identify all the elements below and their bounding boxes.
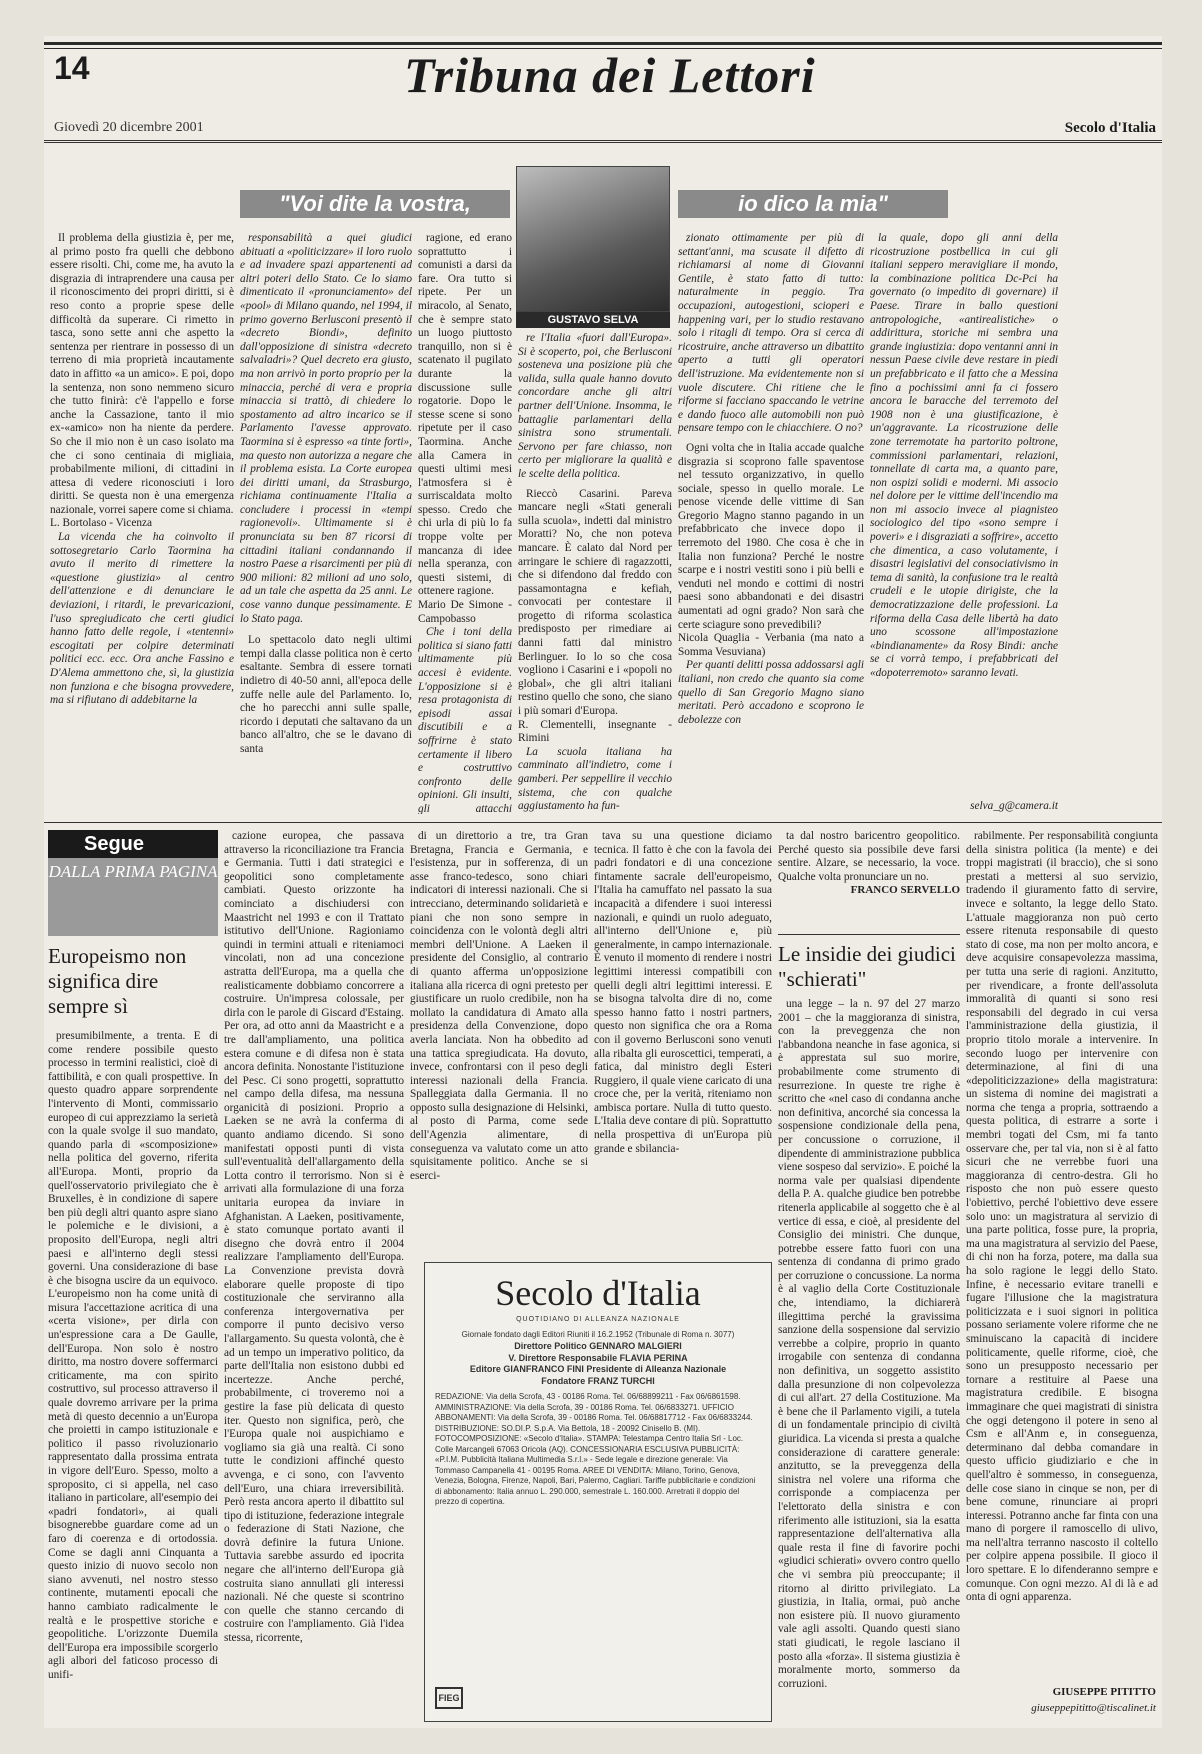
colophon-line: Giornale fondato dagli Editori Riuniti il 16.2.1952 (Tribunale di Roma n. 3077): [461, 1329, 735, 1339]
reply-paragraph: Per quanti delitti possa addossarsi agli italiani, non credo che quanto sia come quello di San Gregorio Magno siano meritati. Però accadono e scoprono le debolezze con: [678, 659, 864, 726]
feature-column-3: [418, 232, 512, 814]
feature-column-5: [678, 232, 864, 814]
section-title: Tribuna dei Lettori: [404, 47, 816, 103]
author-email-2: giuseppepititto@tiscalinet.it: [1031, 1702, 1156, 1714]
letter-paragraph: ragione, ed erano soprattutto i comunisti a darsi da fare. Ora tutto si ripete. Per un miracolo, al Senato, che è sempre stato un luogo piuttosto tranquillo, non si è scatenato il pugilato durante la discussione sulle rogatorie. Dopo le stesse scene si sono ripetute per il caso Taormina. Anche alla Camera in questi ultimi mesi l'atmosfera si è surriscaldata molto spesso. Credo che chi urla di più lo fa troppe volte per mancanza di idee nella speranza, con questi sistemi, di ottenere ragione.: [418, 232, 512, 598]
reply-paragraph: re l'Italia «fuori dall'Europa». Si è scoperto, poi, che Berlusconi sosteneva una posizione più che valida, sulla quale hanno dovuto concordare anche gli altri partner dell'Unione. Insomma, le battaglie parlamentari della sinistra sono strumentali. Servono per fare chiasso, non certo per migliorare la qualità e le scelte della politica.: [518, 332, 672, 480]
feature-headline-right: io dico la mia": [678, 190, 948, 218]
fieg-logo: FIEG: [435, 1687, 463, 1709]
article-column-5: [778, 998, 960, 1724]
reply-paragraph: La scuola italiana ha camminato all'indietro, come i gamberi. Per seppellire il vecchio sistema, che con qualche aggiustamento ha fun-: [518, 745, 672, 813]
article-signature: FRANCO SERVELLO: [850, 884, 960, 897]
feature-column-4: [518, 332, 672, 814]
segue-label: Segue: [48, 830, 218, 858]
colophon-subtitle: QUOTIDIANO DI ALLEANZA NAZIONALE: [516, 1316, 680, 1323]
reply-paragraph: la quale, dopo gli anni della ricostruzione postbellica in cui gli italiani seppero meravigliare il mondo, la combinazione politica Dc-Pci ha governato (o impedito di governare) il Paese. Tirare in ballo questioni antropologiche, «antirealistiche» o addirittura, storiche mi sembra una grande ingiustizia: dopo ventanni anni in nessun Paese civile deve restare in piedi un prefabbricato e il fatto che a Messina fino a pochissimi anni fa ci fossero ancora le baracche del terremoto del 1908 non è una giustificazione, è un'aggravante. La ricostruzione delle zone terremotate ha partorito poltrone, commissioni parlamentari, relazioni, tonnellate di carta ma, a quanto pare, non ospizi solidi e moderni. Mi associo nel dolore per le vittime dell'incendio ma non mi associo invece al piagnisteo sociologico del tipo «sono sempre i poveri» e i disgraziati a soffrire», accetto che dimentica, a caso volutamente, i disastri legislativi del consociativismo in tema di sanità, la confusione tra le realtà crudeli e le utopie dirigiste, che la democratizzazione delle professioni. La riforma della Casa delle libertà ha dato uno scossone all'impostazione «bindianamente» da Rosy Bindi: anche se ci vorrà tempo, i prefabbricati del «dopoterremoto» saranno levati.: [870, 232, 1058, 679]
article-headline: Europeismo non significa dire sempre sì: [48, 944, 187, 1018]
reply-paragraph: La vicenda che ha coinvolto il sottosegretario Carlo Taormina ha avuto il merito di rimettere la «questione giustizia» al centro dell'attenzione e di denunciare le deviazioni, i ritardi, le prevaricazioni, l'uso spregiudicato che certi giudici hanno fatto delle regole, i «tentenni» escogitati per colpire determinati politici ecc. ecc. Ora anche Fassino e D'Alema ammettono che, sì, la giustizia non funziona e che bisogna provvedere, ma si rifiutano di addebitarne la: [50, 531, 234, 707]
colophon-details: REDAZIONE: Via della Scrofa, 43 - 00186 Roma. Tel. 06/68899211 - Fax 06/6861598. AMMINISTRAZIONE: Via della Scrofa, 39 - 00186 Roma. Tel. 06/6833271. UFFICIO ABBONAMENTI: Via della Scrofa, 39 - 00186 Roma. Tel. 06/68817712 - Fax 06/6833244. DISTRIBUZIONE: SO.DI.P. S.p.A. Via Bettola, 18 - 20092 Cinisello B. (MI). FOTOCOMPOSIZIONE: «Secolo d'Italia». STAMPA: Telestampa Centro Italia Srl - Loc. Colle Marcangeli 67063 Oricola (AQ). CONCESSIONARIA ESCLUSIVA PUBBLICITÀ: «P.I.M. Pubblicità Italiana Multimedia S.r.l.» - Sede legale e direzione generale: Via Tommaso Campanella 41 - 00195 Roma. AREE DI VENDITA: Milano, Torino, Genova, Venezia, Bologna, Firenze, Napoli, Bari, Palermo, Cagliari. Tariffe pubblicitarie e condizioni di abbonamento: Italia annuo L. 290.000, semestrale L. 160.000. Arretrati il doppio del prezzo di copertina.: [435, 1392, 756, 1506]
article-column-5-top: [778, 830, 960, 926]
feature-bottom-rule: [44, 822, 1162, 823]
article-separator: [778, 934, 960, 935]
colophon-line: V. Direttore Responsabile FLAVIA PERINA: [508, 1352, 688, 1363]
letter-paragraph: Il problema della giustizia è, per me, al primo posto fra quelli che debbono essere risolti. Chi, come me, ha avuto la disgrazia di intraprendere una causa per il riconoscimento dei propri diritti, si è reso conto a proprie spese delle difficoltà da superare. Ci rimetto in tasca, sono sette anni che aspetto la sentenza per rientrare in possesso di un terreno di mia proprietà incautamente dato in affitto «a un amico». E poi, dopo la sentenza, non sono nemmeno sicuro che tutto finirà: c'è l'appello e forse anche la Cassazione, tanto il mio ex-«amico» non ha niente da perdere. So che il mio non è un caso isolato ma che ci sono centinaia di migliaia, probabilmente milioni, di cittadini in attesa di vedere riconosciuti i loro diritti. Se questa non è una emergenza nazionale, vorrei sapere come si chiama.: [50, 232, 234, 516]
page-number: 14: [54, 50, 90, 86]
issue-date: Giovedì 20 dicembre 2001: [54, 120, 204, 135]
feature-column-6: [870, 232, 1058, 798]
feature-column-1: [50, 232, 234, 814]
reply-paragraph: Che i toni della politica si siano fatti ultimamente più accesi è evidente. L'opposizione si è resa protagonista di episodi assai discutibili e a soffrirne è stato certamente il libero e costruttivo confronto delle opinioni. Gli insulti, gli attacchi: [418, 626, 512, 814]
photo-caption: GUSTAVO SELVA: [516, 312, 670, 328]
article-column-6: [966, 830, 1158, 1674]
article-text: presumibilmente, a trenta. E di come rendere possibile questo processo in termini realistici, cioè di fattibilità, e con quali prospettive. In questo quadro appare sorprendente l'intervento di Monti, commissario europeo di cui apprezziamo la serietà con la quale svolge il suo mandato, quando parla di «scomposizione» nella politica del governo, riferita all'Europa. Monti, proprio da quell'osservatorio privilegiato che è Bruxelles, è in condizione di sapere ben più degli altri quanto aspre siano le polemiche e le divisioni, a proposito dell'Europa, negli altri paesi e all'interno degli stessi governi. Una considerazione di base è che bisogna uscire da un equivoco. L'europeismo non ha come unità di misura l'accettazione acritica di una «certa visione», per dirla con un'espressione cara a De Gaulle, dell'Europa. Non solo è nostro diritto, ma nostro dovere soffermarci criticamente, ma con spirito costruttivo, sul processo attraverso il quale dovremo arrivare per la prima metà di questo decennio a un'Europa che proietti in campo istituzionale e politico il passo rivoluzionario rappresentato dalla prossima entrata in vigore dell'Euro. Spesso, molto a sproposito, ci si appella, nel caso italiano in particolare, all'esempio dei «padri fondatori», ai quali bisognerebbe guardare come ad un faro di coerenza e di ortodossia. Come se dagli anni Cinquanta a questo inizio di nuovo secolo non siano avvenuti, nel nostro stesso continente, mutamenti epocali che hanno cambiato radicalmente le realtà e le prospettive storiche e geopolitiche. L'orizzonte Duemila dell'Europa era impossibile scorgerlo agli albori del faticoso processo di unifi-: [48, 1030, 218, 1681]
article-text: cazione europea, che passava attraverso la riconciliazione tra Francia e Germania. Tutti i dati strategici e geopolitici sono completamente cambiati. Questo orizzonte ha cominciato a dischiudersi con Maastricht nel 1993 e con il Trattato istitutivo dell'Unione. Ragioniamo quindi in termini attuali e riteniamoci vincolati, non ad una concezione astratta dell'Europa, ma a quella che realisticamente dobbiamo concorrere a costruire. Un'impresa colossale, per dirla con le parole di Giscard d'Estaing. Per ora, ad otto anni da Maastricht e a tre dall'ampliamento, una politica estera comune e di difesa non è stata ancora definita. Nonostante l'istituzione del Pesc. Ci sono progetti, soprattutto nel campo della difesa, ma nessuna organicità di posizioni. Proprio a Laeken se ne avrà la conferma di quanto andiamo dicendo. Si sono manifestati opposti punti di vista sull'eventualità dell'allargamento della Lotta contro il terrorismo. Non si è arrivati alla formulazione di una forza unitaria europea da inviare in Afghanistan. A Laeken, positivamente, è stato comunque portato avanti il disegno che dovrà entro il 2004 realizzare l'ampliamento dell'Europa. La Convenzione prevista dovrà elaborare quelle proposte di tipo costituzionale che serviranno alla conferenza intergovernativa per comporre il punto decisivo verso l'allargamento. Su questa volontà, che è ad un tempo un imperativo politico, da parte dell'Italia non esistono dubbi ed incertezze. Anche perché, probabilmente, ci troveremo noi a gestire la fase più delicata di questo iter. Questo non significa, però, che l'Europa quale noi auspichiamo e vogliamo sia già una realtà. Ci sono tutte le condizioni affinché questo avvenga, e ci sono, con l'avvento dell'Euro, una chiara irreversibilità. Però resta ancora aperto il dibattito sul tipo di istituzione, federazione integrale o federazione di Stati Nazione, che dovrà definire la futura Unione. Tuttavia sarebbe assurdo ed ipocrita negare che all'interno dell'Europa già costruita siano annullati gli interessi nazionali. Né che queste si scontrino con quelle che stanno cercando di costruire con l'ampliamento. Già l'idea stessa, ricorrente,: [224, 830, 404, 1645]
reply-paragraph: responsabilità a quei giudici abituati a «politicizzare» il loro ruolo e ad invadere spazi appartenenti ad altri poteri dello Stato. Ce lo siamo dimenticato il «pronunciamento» del «pool» di Milano quando, nel 1994, il primo governo Berlusconi presentò il «decreto Biondi», definito dall'opposizione di sinistra «decreto salvaladri»? Quel decreto era giusto, ma non arrivò in porto proprio per la minaccia, perché di vera e propria minaccia si trattò, di chiedere lo spostamento ad altro incarico se il Parlamento l'avesse approvato. Taormina si è espresso «a tinte forti», ma questo non autorizza a negare che il problema esista. La Corte europea dei diritti umani, da Strasburgo, richiama continuamente l'Italia a concludere i processi in «tempi ragionevoli». Ultimamente si è pronunciata su ben 87 ricorsi di cittadini italiani condannando il nostro Paese a risarcimenti per più di 900 milioni: 82 milioni ad uno solo, ad un tale che aspetta da 25 anni. Le cose vanno dunque pessimamente. E lo Stato paga.: [240, 232, 412, 625]
reply-paragraph: zionato ottimamente per più di settant'anni, ma scusate il difetto di richiamarsi al nome di Giovanni Gentile, è stato fatto di tutto: naturalmente in peggio. Tra occupazioni, autogestioni, scioperi e happening vari, per lo studio restavano solo i ritagli di tempo. Ora si cerca di ricostruire, anche attraverso un dibattito aperto a tutti gli operatori dell'istruzione. Ma evidentemente non si vuole discutere. Chi ritiene che le riforme si facciano spaccando le vetrine e dando fuoco alle automobili non può pensare tempo con le chiacchiere. O no?: [678, 232, 864, 435]
colophon-title: Secolo d'Italia: [495, 1273, 701, 1313]
article-text: una legge – la n. 97 del 27 marzo 2001 – che la maggioranza di sinistra, con la preveggenza che non l'abbandona neanche in fase agonica, si è apprestata sul suo morire, probabilmente come strumento di resurrezione. In queste tre righe è scritto che «nel caso di condanna anche non definitiva, ancorché sia concessa la sospensione condizionale della pena, per concussione o corruzione, il dipendente di amministrazione pubblica viene sospeso dal servizio». E poiché la norma vale per qualsiasi dipendente della P. A. qualche giudice ben potrebbe ritenerla applicabile al soggetto che è al vertice di essa, e cioè, al presidente del Consiglio dei ministri. Che dunque, potrebbe essere fatto fuori con una sentenza di condanna di primo grado per corruzione o concussione. La norma è al vaglio della Corte Costituzionale che, intendiamo, la dichiarerà illegittima perché la gravissima sanzione della sospensione dal servizio verrebbe a colpire, proprio in quanto irrogabile con sentenza di condanna non definitiva, un soggetto assistito dalla presunzione di non colpevolezza di cui all'art. 27 della Costituzione. Ma è bene che il Parlamento vigili, a tutela di un fondamentale principio di civiltà giuridica. La vicenda si presta a qualche considerazione di carattere generale: anzitutto, se la preveggenza della sinistra nel volere una riforma che corrisponde a compiacenza per l'elettorato della sinistra e con riferimento alle istituzioni, sia la esatta rappresentazione dell'alternativa alla quale resta il fine di favorire pochi «giudici schierati» ovvero contro quello che vi sembra più preoccupante; il ritorno al diritto privilegiato. La giustizia, in Italia, ormai, può anche non esistere più. Il nuovo giuramento vale agli assolti. Quando questi siano stati giudicati, le regole lasciano il posto alla «forza». Il sistema giustizia è moralmente morto, sommerso da corruzioni.: [778, 998, 960, 1690]
newspaper-page: [44, 36, 1162, 1728]
author-email: selva_g@camera.it: [970, 800, 1058, 812]
article-signature-2: GIUSEPPE PITITTO: [1052, 1686, 1156, 1698]
newspaper-name: Secolo d'Italia: [1064, 120, 1156, 136]
article-text: ta dal nostro baricentro geopolitico. Perché questo sia possibile deve farsi sentire. Alzare, se necessario, la voce. Qualche volta pronunciare un no.: [778, 830, 960, 883]
header-rule: [44, 140, 1162, 141]
letter-signature: Mario De Simone - Campobasso: [418, 599, 512, 625]
letter-signature: R. Clementelli, insegnante - Rimini: [518, 718, 672, 745]
letter-signature: L. Bortolaso - Vicenza: [50, 517, 153, 530]
article-column-4: [594, 830, 772, 1256]
header-rule-2: [44, 142, 1162, 143]
article-headline-2: Le insidie dei giudici "schierati": [778, 942, 956, 991]
article-text: rabilmente. Per responsabilità congiunta della sinistra politica (la mente) e dei troppi magistrati (il braccio), che si sono prestati a mettersi al suo servizio, tradendo il giuramento fatto di servire, invece e soltanto, la legge dello Stato. L'attuale maggioranza non può certo essere ritenuta responsabile di questo stato di cose, ma non per molto ancora, e deve acquisire consapevolezza massima, per tutta una serie di ragioni. Anzitutto, per rivendicare, a fronte dell'assoluta immoralità di quanti si sono resi responsabili del degrado in cui versa l'amministrazione della giustizia, il proprio titolo morale a intervenire. In secondo luogo per intervenire con determinazione, al fini di una «depoliticizzazione» della magistratura: un sistema di nomine dei magistrati a norma che tenga a propria, sottraendo a questa politica, di estrarre a sorte i membri togati del Csm, mi fa tanto osservare che, per tal via, non si è al fatto sicuri che ne verrebbe fuori una maggioranza di centro-destra. Gli ho risposto che non può essere questo l'obiettivo, perché l'obiettivo deve essere solo uno: un magistratura al servizio di una parte politica, fosse pure, la propria, ma una magistratura al servizio del Paese, di chi non ha forza, potere, ma dalla sua ha solo ragione le leggi dello Stato. Infine, è necessario evitare tranelli e fugare l'illusione che la magistratura politicizzata e i suoi signori in politica possano seriamente volere riforme che ne sminuiscano la capacità di incidere politicamente, quelle riforme, cioè, che sono un presupposto necessario per tornare a restituire al Paese una magistratura credibile. E bisogna immaginare che quei magistrati di sinistra che oggi detengono il potere in seno al Csm e all'Anm e, in conseguenza, determinano dal debba comandare in questo ufficio giudiziario e che in quell'altro è sommesso, in conseguenza, delle cose siano in cinque se non, per di bene comune, rinunciare ai propri interessi. Potranno anche far finta con una mano di porgere il ramoscello di ulivo, ma nell'altra terranno nascosto il coltello per colpire appena possibile. Il gioco il loro spettare. E lo difenderanno sempre e comunque. Con ogni mezzo. Al di là e ad onta di ogni apparenza.: [966, 830, 1158, 1604]
top-rule: [44, 42, 1162, 45]
letter-paragraph: Rieccò Casarini. Pareva mancare negli «Stati generali sulla scuola», indetti dal ministro Moratti? No, che non poteva mancare. È calato dal Nord per arringare le schiere di ragazzotti, che si difendono dal freddo con passamontagna e kefiah, convocati per contestare il progetto di riforma scolastica predisposto per rimediare ai danni fatti dal ministro Berlinguer. Io lo so che cosa vogliono i Casarini e i «popoli no global», che gli altri italiani restino quello che sono, che siano i più somari d'Europa.: [518, 487, 672, 718]
article-column-3: [410, 830, 588, 1256]
columnist-photo: [516, 166, 670, 312]
letter-signature: Nicola Quaglia - Verbania (ma nato a Somma Vesuviana): [678, 632, 864, 658]
colophon-line: Fondatore FRANZ TURCHI: [541, 1375, 655, 1386]
feature-column-2: [240, 232, 412, 814]
article-column-2: [224, 830, 404, 1724]
colophon-box: [424, 1262, 772, 1722]
letter-paragraph: Ogni volta che in Italia accade qualche disgrazia si scoprono falle spaventose nel tessuto organizzativo, in quello sociale, spesso in quello morale. Le penose vicende delle vittime di San Gregorio Magno stanno pagando in un prefabbricato che invece dopo il terremoto del 1980. Che cosa è che in Italia non funziona? Perché le nostre scarpe e i nostri vestiti sono i più belli e venduti nel mondo e cottimi di nostri paesi sono abbandonati e dei disastri aumentati ad ogni grado? Non sarà che certe sciagure sono prevedibili?: [678, 441, 864, 631]
article-column-1: [48, 1030, 218, 1724]
article-text: di un direttorio a tre, tra Gran Bretagna, Francia e Germania, e l'esistenza, pur in sofferenza, di un asse franco-tedesco, sono chiari indicatori di interessi nazionali. Che si intrecciano, determinando solidarietà e piani che non sono sempre in coincidenza con le volontà degli altri membri dell'Unione. A Laeken il presidente del Consiglio, al contrario di quanto afferma un'opposizione italiana alla ricerca di ogni pretesto per giustificare un ruolo credibile, non ha mollato la candidatura di Amato alla presidenza della Convenzione, dopo averla lanciata. Non ha obbedito ad una tattica spregiudicata. Ha dovuto, invece, confrontarsi con il peso degli interessi nazionali della Francia. Spalleggiata dalla Germania. Il no opposto sulla designazione di Helsinki, al posto di Parma, come sede dell'Agenzia alimentare, di conseguenza va valutato come un atto squisitamente politico. Anche se si eserci-: [410, 830, 588, 1182]
letter-paragraph: Lo spettacolo dato negli ultimi tempi dalla classe politica non è certo esaltante. Sembra di essere tornati indietro di 40-50 anni, all'epoca delle zuffe nelle aule del Parlamento. Io, che ho parecchi anni sulle spalle, ricordo i deputati che saltavano da un banco all'altro, che se le davano di santa: [240, 634, 412, 755]
colophon-line: Editore GIANFRANCO FINI Presidente di Alleanza Nazionale: [469, 1364, 727, 1374]
feature-headline-left: "Voi dite la vostra,: [240, 190, 510, 218]
colophon-line: Direttore Politico GENNARO MALGIERI: [514, 1341, 682, 1351]
prima-pagina-label: DALLA PRIMA PAGINA: [48, 858, 218, 936]
article-text: tava su una questione diciamo tecnica. Il fatto è che con la favola dei padri fondatori e di una concezione fintamente sacrale dell'europeismo, l'Italia ha camuffato nel passato la sua incapacità a difendere i suoi interessi nazionali, e quindi un ruolo adeguato, all'interno dell'Unione e, più generalmente, in campo internazionale. È venuto il momento di rendere i nostri legittimi interessi compatibili con quelli degli altri legittimi interessi. E se bisogna talvolta dire di no, come spesso hanno fatto i nostri partners, questo non significa che ora a Roma con il governo Berlusconi sono venuti alla ribalta gli euroscettici, temperati, a fatica, dal ministro degli Esteri Ruggiero, il quale viene caricato di una croce che, per la verità, riteniamo non ambisca portare. Nulla di tutto questo. L'Italia deve contare di più. Soprattutto nella prospettiva di un'Europa più grande e sbilancia-: [594, 830, 772, 1155]
